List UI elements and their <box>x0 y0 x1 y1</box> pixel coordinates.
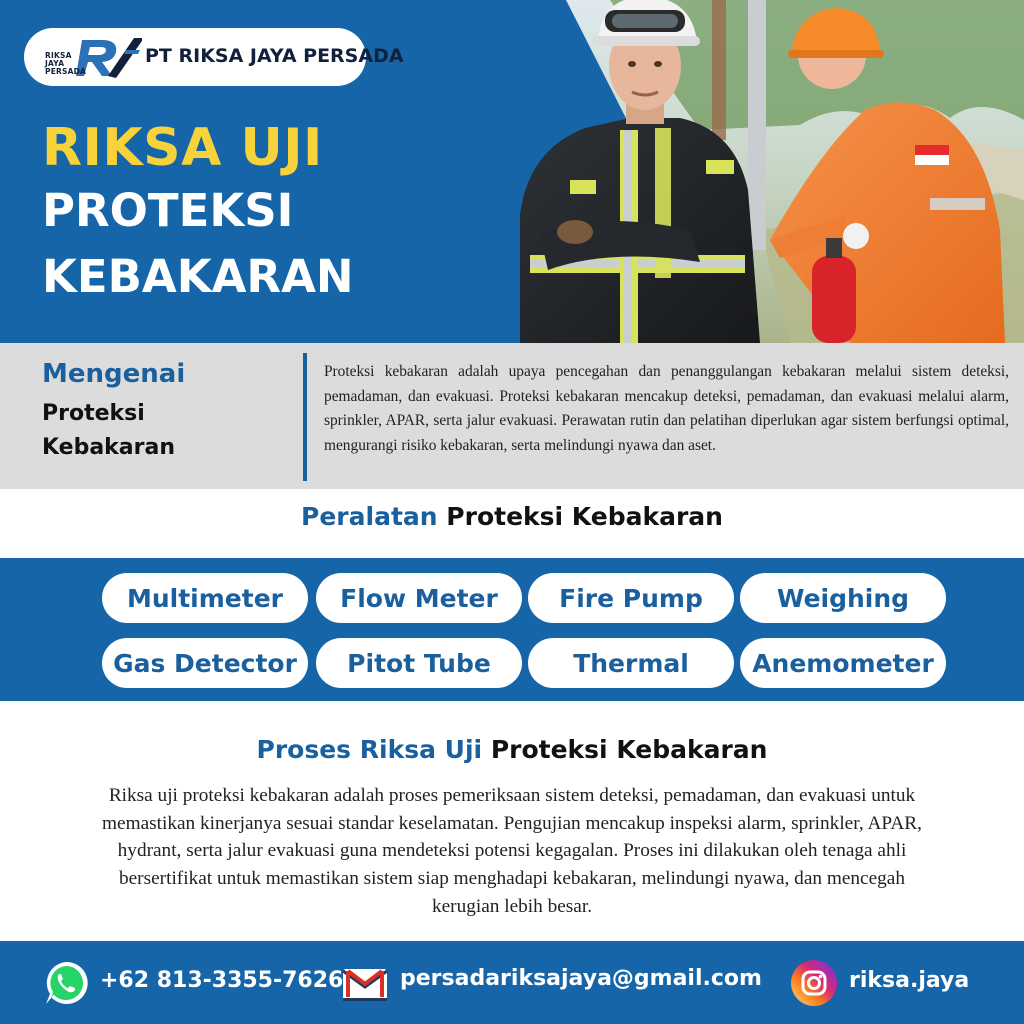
equipment-item-thermal[interactable]: Thermal <box>528 638 734 688</box>
about-heading-accent: Mengenai <box>42 359 186 389</box>
equipment-list <box>0 558 1024 701</box>
contact-footer <box>0 941 1024 1024</box>
logo-text-riksa: RIKSA <box>45 51 72 60</box>
gmail-icon[interactable] <box>340 957 390 1007</box>
process-section-title <box>0 735 1024 764</box>
equipment-item-pitot-tube[interactable]: Pitot Tube <box>316 638 522 688</box>
instagram-icon[interactable] <box>790 959 838 1007</box>
about-divider <box>303 353 307 481</box>
logo-text-jaya: JAYA <box>45 59 65 68</box>
about-heading-line-2: Proteksi <box>42 401 145 426</box>
phone-number[interactable]: +62 813-3355-7626 <box>100 968 344 993</box>
company-logo-badge[interactable] <box>24 28 404 86</box>
equipment-item-flow-meter[interactable]: Flow Meter <box>316 573 522 623</box>
equipment-item-anemometer[interactable]: Anemometer <box>740 638 946 688</box>
equipment-title-accent: Peralatan <box>301 502 438 531</box>
about-heading-line-3: Kebakaran <box>42 435 176 460</box>
equipment-item-weighing[interactable]: Weighing <box>740 573 946 623</box>
hero-title-kebakaran: KEBAKARAN <box>42 250 354 303</box>
instagram-handle[interactable]: riksa.jaya <box>849 968 970 993</box>
process-body-text: Riksa uji proteksi kebakaran adalah proses pemeriksaan sistem deteksi, pemadaman, dan evakuasi untuk memastikan kinerjanya sesuai standar keselamatan. Pengujian mencakup inspeksi alarm, sprinkler, APAR, hydrant, serta jalur evakuasi guna mendeteksi potensi kegagalan. Proses ini dilakukan oleh tenaga ahli bersertifikat untuk memastikan sistem siap menghadapi kebakaran, melindungi nyawa, dan mencegah kerugian lebih besar. <box>102 785 922 917</box>
equipment-item-fire-pump[interactable]: Fire Pump <box>528 573 734 623</box>
equipment-title-rest: Proteksi Kebakaran <box>446 502 723 531</box>
email-address[interactable]: persadariksajaya@gmail.com <box>400 966 762 991</box>
equipment-section-title <box>0 502 1024 531</box>
equipment-item-gas-detector[interactable]: Gas Detector <box>102 638 308 688</box>
equipment-item-multimeter[interactable]: Multimeter <box>102 573 308 623</box>
whatsapp-icon[interactable] <box>42 959 90 1007</box>
hero-banner <box>0 0 1024 343</box>
about-section <box>0 343 1024 489</box>
about-body-text: Proteksi kebakaran adalah upaya pencegahan dan penanggulangan kebakaran melalui sistem deteksi, pemadaman, dan evakuasi. Proteksi kebakaran mencakup deteksi, pemadaman, dan evakuasi melalui alarm, sprinkler, APAR, serta jalur evakuasi. Perawatan rutin dan pelatihan diperlukan agar sistem berfungsi optimal, mengurangi risiko kebakaran, serta melindungi nyawa dan aset. <box>324 363 1009 454</box>
hero-title-riksa-uji: RIKSA UJI <box>42 118 323 178</box>
logo-text-persada: PERSADA <box>45 67 87 76</box>
process-title-rest: Proteksi Kebakaran <box>490 735 768 764</box>
company-name: PT RIKSA JAYA PERSADA <box>145 45 404 67</box>
hero-title-proteksi: PROTEKSI <box>42 184 294 237</box>
process-title-accent: Proses Riksa Uji <box>256 735 483 764</box>
